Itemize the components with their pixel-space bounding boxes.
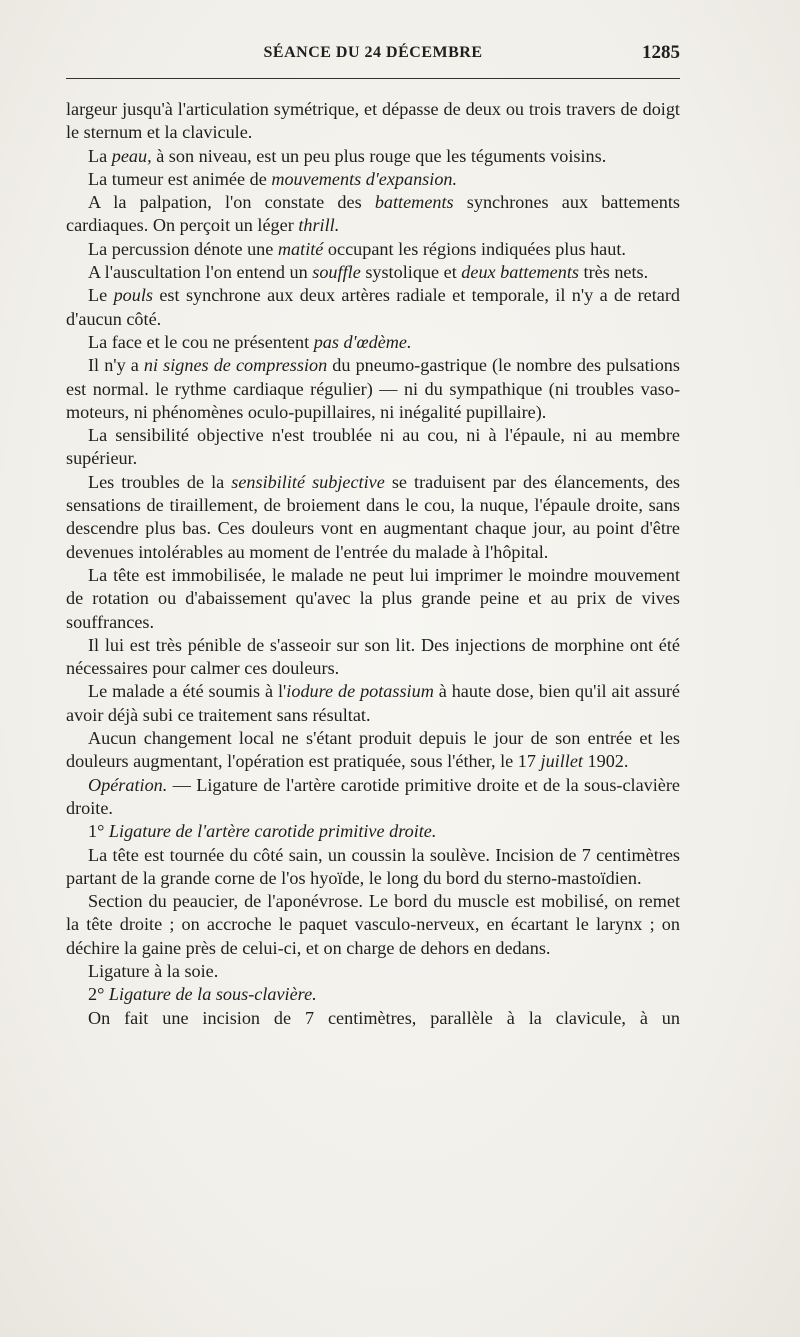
italic-text: pouls (113, 285, 153, 306)
text-run: 2° (88, 984, 109, 1005)
paragraph (66, 191, 680, 238)
paragraph (66, 774, 680, 821)
paragraph (66, 238, 680, 261)
text-run: Le (88, 285, 114, 306)
text-run: occupant les régions indiquées plus haut. (323, 238, 626, 259)
italic-text: iodure de potassium (286, 681, 434, 702)
italic-text: battements (374, 192, 454, 213)
text-run: On fait une incision de 7 centimètres, parallèle à la clavicule, à un (88, 1007, 680, 1028)
text-run: — Ligature de l'artère carotide primitive droite et de la sous-clavière droite. (66, 774, 680, 818)
paragraph (66, 261, 680, 284)
text-run: du pneumo-gastrique (le nombre des pulsations est normal. le rythme cardiaque régulier) — ni du sympathique (ni troubles vaso-moteurs, ni phénomènes oculo-pupillaires, ni inégalité pupillaire). (66, 355, 680, 422)
italic-text: deux battements (461, 262, 579, 283)
text-run: La sensibilité objective n'est troublée ni au cou, ni à l'épaule, ni au membre supérieur. (66, 425, 680, 469)
page-header (66, 40, 680, 72)
paragraph (66, 844, 680, 891)
paragraph (66, 98, 680, 145)
paragraph (66, 168, 680, 191)
italic-text: mouvements d'expansion. (271, 168, 458, 189)
paragraph (66, 727, 680, 774)
italic-text: ni signes de compression (143, 355, 328, 376)
text-run: Il n'y a (88, 355, 144, 376)
text-run: se traduisent par des élancements, des sensations de tiraillement, de broiement dans le cou, la nuque, l'épaule droite, sans descendre plus bas. Ces douleurs vont en augmentant chaque jour, au point d'être devenues intolérables au moment de l'entrée du malade à l'hôpital. (66, 471, 681, 562)
italic-text: pas d'œdème. (313, 331, 412, 352)
text-run: A l'auscultation l'on entend un (88, 262, 313, 283)
paragraph (66, 983, 680, 1006)
text-run: très nets. (578, 262, 649, 283)
italic-text: peau, (111, 145, 152, 166)
text-run: La percussion dénote une (88, 238, 278, 259)
text-run: Les troubles de la (88, 471, 232, 492)
text-run: Aucun changement local ne s'étant produit depuis le jour de son entrée et les douleurs augmentant, l'opération est pratiquée, sous l'éther, le 17 (66, 728, 680, 772)
italic-text: sensibilité subjective (231, 471, 385, 492)
italic-text: matité (277, 238, 324, 259)
italic-text: Ligature de la sous-clavière. (108, 984, 317, 1005)
text-run: Le malade a été soumis à l' (88, 681, 287, 702)
text-run: Section du peaucier, de l'aponévrose. Le bord du muscle est mobilisé, on remet la tête droite ; on accroche le paquet vasculo-nerveux, en écartant le larynx ; on déchire la gaine près de celui-ci, et on charge de dehors en dedans. (66, 891, 680, 958)
italic-text: Ligature de l'artère carotide primitive droite. (108, 821, 437, 842)
text-run: largeur jusqu'à l'articulation symétrique, et dépasse de deux ou trois travers de doigt le sternum et la clavicule. (66, 99, 680, 143)
italic-text: juillet (540, 751, 583, 772)
text-run: La face et le cou ne présentent (88, 331, 314, 352)
paragraph (66, 284, 680, 331)
italic-text: Opération. (88, 774, 168, 795)
text-run: A la palpation, l'on constate des (88, 192, 375, 213)
paragraph (66, 960, 680, 983)
paragraph (66, 424, 680, 471)
text-run: 1° (88, 821, 109, 842)
paragraph (66, 471, 680, 564)
text-run: La tête est tournée du côté sain, un coussin la soulève. Incision de 7 centimètres partant de la grande corne de l'os hyoïde, le long du bord du sterno-mastoïdien. (66, 844, 680, 888)
text-run: Il lui est très pénible de s'asseoir sur son lit. Des injections de morphine ont été nécessaires pour calmer ces douleurs. (66, 634, 680, 679)
text-run: La tumeur est animée de (88, 168, 272, 189)
text-run: systolique et (360, 262, 462, 283)
italic-text: thrill. (298, 215, 340, 236)
paragraph (66, 890, 680, 960)
paragraph (66, 1007, 680, 1030)
text-run: Ligature à la soie. (88, 960, 219, 981)
paragraph (66, 634, 680, 681)
paragraph (66, 354, 680, 424)
paragraph (66, 820, 680, 843)
header-rule (66, 78, 680, 79)
text-run: La (88, 145, 112, 166)
paragraph (66, 564, 680, 634)
italic-text: souffle (312, 262, 361, 283)
text-run: à haute dose, bien qu'il ait assuré avoir déjà subi ce traitement sans résultat. (66, 681, 680, 725)
text-run: est synchrone aux deux artères radiale et temporale, il n'y a de retard d'aucun côté. (66, 285, 680, 329)
text-run: La tête est immobilisée, le malade ne peut lui imprimer le moindre mouvement de rotation ou d'abaissement qu'avec la plus grande peine et au prix de vives souffrances. (66, 564, 680, 632)
paragraph (66, 331, 680, 354)
paragraph (66, 680, 680, 727)
body-text (66, 98, 680, 1030)
running-head: SÉANCE DU 24 DÉCEMBRE (263, 44, 483, 61)
text-run: synchrones aux battements cardiaques. On perçoit un léger (66, 192, 680, 236)
text-run: 1902. (582, 751, 629, 772)
paragraph (66, 145, 680, 168)
page-number: 1285 (642, 42, 680, 63)
text-run: à son niveau, est un peu plus rouge que les téguments voisins. (151, 145, 607, 166)
